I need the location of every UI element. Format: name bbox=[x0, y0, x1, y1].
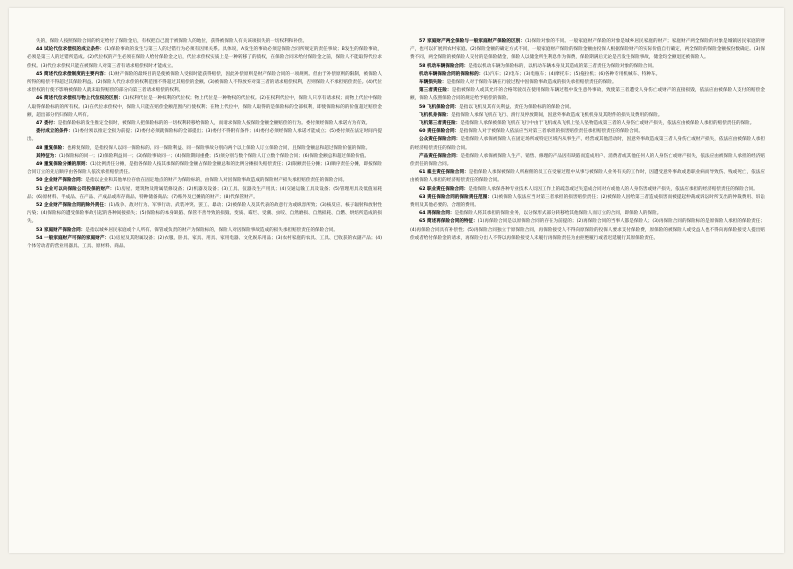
paragraph-text: 是指保险人承保被保险飞机在飞行中由于飞机或从飞机上坠人坠物造成第三者的人身伤亡或财产损失，依法应由被保险人承担的赔偿责任的保险。 bbox=[460, 121, 755, 127]
paragraph-text: 是指保险人承保被保险人生产、销售、修理的产品因有缺陷而造成用户、消费者或其他任何人的人身伤亡或财产损失，依法应由被保险人承担的经济赔偿责任的保险合同。 bbox=[410, 153, 765, 168]
paragraph bbox=[410, 210, 765, 218]
paragraph-text: 失的，保险人按照保险合同的约定给付了保险金后，有权把自己置于被保险人的地位，获得被保险人有关该项损失的一切权利和补偿。 bbox=[36, 39, 308, 44]
paragraph-text: (1)汽车；(2)电车；(3)电瓶车；(4)摩托车；(5)拖拉机；(6)各种专用机械车、特种车。 bbox=[483, 71, 661, 77]
right-column bbox=[410, 38, 765, 518]
paragraph-text: 是指以企业和其他单位存放在固定地点的财产为保险标的，由保险人对因保险事故造成的保险财产损失承担赔偿责任的保险合同。 bbox=[85, 178, 348, 184]
paragraph-heading: 57 家庭财产两全保险与一般家庭财产保险的区别： bbox=[419, 39, 526, 44]
paragraph-text: 是指保险人承保被保险人所雇佣的员工在受雇过程中从事与被保险人业务有关的工作时，因遭受意外事故或患职业病而导致伤、残或死亡，依法应由被保险人承担的经济赔偿责任的保险合同。 bbox=[410, 170, 765, 184]
paragraph-text: 是指保险人承保各种专业技术人员因工作上的疏忽或过失造成合同对方或他人的人身伤害或财产损失，依法应承担的经济赔偿责任的保险合同。 bbox=[468, 186, 758, 192]
paragraph-heading: 63 责任保险合同的保险责任范围： bbox=[419, 194, 493, 200]
paragraph-text: 是指保险人对于保险车辆在行驶过程中因保险事故造成的损失承担赔偿责任的保险。 bbox=[446, 80, 617, 86]
paragraph bbox=[27, 128, 382, 144]
paragraph bbox=[27, 186, 382, 202]
paragraph-text: (1)房屋及其附属设备；(2)衣服、卧具、家具、用具、家用电器、文化娱乐用品；(3)农村家庭的农具、工具、已收获的农副产品；(4)个体劳动者的营业用器具、工具、原材料、商品。 bbox=[27, 235, 382, 250]
paragraph-heading: 第三者责任险： bbox=[419, 88, 452, 94]
paragraph-text: (1)财产保险的最终目的是使被保险人受损时能获得赔偿，因此补偿原则是财产保险合同的一项规则。但由于补偿原则的限制，被保险人所得的赔偿不得超过其保险利益。(2)保险人代位求偿的权利范围不得超过其赔偿的金额。(3)被保险人不得放弃对第三者的请求赔偿权利，否则保险人不承担赔偿责任。(4)代位求偿权的行使不影响被保险人就未取得赔偿的部分向第三者请求赔偿的权利。 bbox=[27, 71, 382, 94]
paragraph-heading: 50 企业财产保险合同： bbox=[36, 178, 86, 184]
left-column bbox=[27, 38, 382, 518]
paragraph-text: (1)保险对象的不同。一般家庭财产保险的对象是城乡居民家庭的财产；家庭财产两全保险的对象是城镇居民家庭的财产，也可以扩展到农村家庭。(2)保险金额的确定方式不同，一般家庭财产保险的保险金额由投保人根据保险财产的实际价值自行确定，两全保险的保险金额按份数确定。(3)保费不同，两全保险的被保险人交付的是保险储金，保险人以储金所生利息作为保费，保险期满后无论是否发生保险事故，储金均全额退还被保险人。 bbox=[410, 39, 765, 61]
paragraph bbox=[27, 46, 382, 71]
paragraph-text: (1)保险标的同一；(2)保险利益同一；(3)保险事故同一；(4)保险期间重叠；(5)须分别与数个保险人订立数个保险合同；(6)保险金额总和超过保险价值。 bbox=[58, 153, 370, 159]
paragraph-text: 是指保险人将其承担的保险业务，以分保形式部分转移给其他保险人而订立的合同，即保险人的保险。 bbox=[454, 211, 662, 217]
paragraph-text: 是指以机动车辆为保险标的，以机动车辆本身及其造成的第三者责任为保险对象的保险合同。 bbox=[468, 63, 657, 69]
paragraph-heading: 64 再保险合同： bbox=[419, 211, 455, 217]
paragraph bbox=[27, 71, 382, 96]
paragraph-heading: 51 企业可以向保险公司投保的财产： bbox=[36, 186, 115, 192]
paragraph-heading: 60 责任保险合同： bbox=[419, 129, 460, 135]
paragraph-heading: 其特征为： bbox=[36, 153, 59, 159]
paragraph bbox=[410, 218, 765, 243]
paragraph-heading: 45 简述代位求偿制度的主要内容： bbox=[36, 71, 109, 77]
paragraph bbox=[410, 79, 765, 87]
paragraph-heading: 飞机机身保险： bbox=[419, 112, 452, 118]
paragraph-heading: 产品责任保险合同： bbox=[419, 153, 461, 159]
paragraph bbox=[410, 194, 765, 210]
paragraph-text: 也称复保险，是指投保人以同一保险标的、同一保险利益、同一保险事故分别向两个以上保险人订立保险合同，且保险金额总和超过保险价值的保险。 bbox=[66, 145, 371, 151]
paragraph-heading: 委付成立的条件： bbox=[36, 129, 73, 135]
paragraph-text: (1)战争、敌对行为、军事行动、武装冲突、罢工、暴动；(2)被保险人及其代表的故意行为或纵容所致；(3)核反应、核子辐射和放射性污染；(4)保险标的遭受保险事故引起的各种间接损失；(5)保险标的本身缺陷、保管不善导致的损毁、变质、霉烂、受潮、虫咬、自然磨损、自然损耗、自燃、烘焙所造成的损失。 bbox=[27, 203, 382, 225]
paragraph bbox=[27, 227, 382, 235]
paragraph bbox=[410, 112, 765, 120]
paragraph-heading: 公众责任保险合同： bbox=[419, 137, 461, 143]
paragraph-heading: 48 重复保险： bbox=[36, 145, 67, 151]
paragraph-heading: 65 简述再保险合同的特征： bbox=[419, 219, 478, 225]
paragraph-text: (1)再保险合同是以原保险合同的存在为前提的；(2)再保险合同的当事人都是保险人；(3)再保险合同的保险标的是原保险人承担的保险责任；(4)再保险合同具有补偿性；(5)再保险合同独立于原保险合同，再保险接受人不得向原保险的投保人要求支付保险费，原保险的被保险人或受益人也不得向再保险接受人提出赔偿或者给付保险金的请求，再保险分出人不得以再保险接受人未履行再保险责任为由拒绝履行或者迟延履行其原保险责任。 bbox=[410, 219, 765, 241]
paragraph bbox=[410, 104, 765, 112]
paragraph-heading: 47 委付： bbox=[36, 121, 58, 127]
paragraph-heading: 58 机动车辆保险合同： bbox=[419, 63, 469, 69]
paragraph-text: (1)委付须以推定全损为前提；(2)委付必须就保险标的全部提出；(3)委付不得附有条件；(4)委付必须经保险人承诺才能成立；(5)委付须在法定时间内提出。 bbox=[27, 129, 382, 143]
paragraph-heading: 机动车辆保险合同的保险标的： bbox=[419, 71, 484, 77]
paragraph bbox=[410, 63, 765, 71]
paragraph-text: (1)房屋、建筑物及附属装修设备；(2)机器及设备；(3)工具、仪器及生产用具；(4)交通运输工具及设备；(5)管理用具及低值易耗品；(6)原材料、半成品、在产品、产成品或库存商品、特种储备商品；(7)账外及已摊销的财产；(8)代保管财产。 bbox=[27, 186, 382, 200]
paragraph bbox=[27, 161, 382, 177]
paragraph-heading: 46 简述代位求偿权与物上代位权的区别： bbox=[36, 96, 123, 102]
paragraph-heading: 61 雇主责任保险合同： bbox=[419, 170, 469, 176]
paragraph-text: 是指被保险人或其允许的合格驾驶员在使用保险车辆过程中发生意外事故，致使第三者遭受人身伤亡或财产的直接损毁，依法应由被保险人支付的赔偿金额，保险人依照保险合同的规定给予赔偿的保险。 bbox=[410, 88, 765, 102]
paragraph-heading: 车辆损失险： bbox=[419, 80, 447, 86]
paragraph bbox=[27, 145, 382, 153]
paragraph-heading: 52 企业财产保险合同的除外责任： bbox=[36, 203, 109, 209]
paragraph bbox=[410, 136, 765, 152]
paragraph bbox=[410, 87, 765, 103]
paragraph bbox=[27, 177, 382, 185]
paragraph-text: (1)保险事故的发生与第三人的过错行为必须有因果关系。具体说，A发生的事故必须是保险合同所规定的责任事故；B发生的保险事故，必须是第三人的过错所造成。(2)代位权的产生必须在保险人给付保险金之后，代位求偿权实质上是一种转移了的债权，在保险合同未给付保险金之前，保险人不能取得代位求偿权。(3)代位求偿权只能在被保险人对第三者有请求赔偿权时才能成立。 bbox=[27, 47, 382, 69]
paragraph bbox=[410, 71, 765, 79]
paragraph-heading: 53 家庭财产保险合同： bbox=[36, 227, 86, 233]
paragraph bbox=[27, 120, 382, 128]
paragraph bbox=[410, 169, 765, 185]
paragraph bbox=[27, 202, 382, 227]
paragraph-text: 是指保险标的发生推定全损时，被保险人把保险标的的一切权利转移给保险人，而请求保险人按保险金额全额赔偿的行为。委付须经保险人承诺方为有效。 bbox=[57, 121, 371, 127]
paragraph bbox=[410, 38, 765, 63]
paragraph-text: (1)被保险人依法应当对第三者承担的损害赔偿责任；(2)被保险人因给第三者造成损害而被提起仲裁或诉讼时所支出的仲裁费用、诉讼费用及其他必要的、合理的费用。 bbox=[410, 194, 765, 209]
paragraph-text: (1)比例责任分摊，是指各保险人按其承保的保险金额占保险金额总和的比例分摊损失赔偿责任；(2)限额责任分摊；(3)顺序责任分摊，即按保险合同订立的先后顺序由各保险人依次承担赔偿责任。 bbox=[27, 162, 382, 176]
paragraph-text: 是指保险人承保飞机在飞行、滑行及停放期间，因意外事故造成飞机机身及其附件的损失及费用的保险。 bbox=[451, 112, 663, 118]
paragraph bbox=[27, 235, 382, 251]
paragraph bbox=[410, 128, 765, 136]
paragraph-text: 是指保险人承保被保险人在固定场所或特定区域内从事生产、经营或其他活动时，因意外事故造成第三者人身伤亡或财产损失，依法应由被保险人承担的经济赔偿责任的保险合同。 bbox=[410, 137, 765, 151]
paragraph-text: 是指保险人对于被保险人依法应当对第三者承担的损害赔偿责任承担赔偿责任的保险合同。 bbox=[459, 129, 643, 135]
paragraph-text: 是指以城乡居民家庭或个人所有、保管或负责的财产为保险标的，保险人对因保险事故造成的损失承担赔偿责任的保险合同。 bbox=[85, 227, 339, 233]
paragraph-text: 是指以飞机及其有关利益、责任为保险标的的保险合同。 bbox=[459, 104, 575, 110]
paragraph-heading: 49 重复保险分摊的原则： bbox=[36, 162, 91, 168]
paragraph-heading: 59 飞机保险合同： bbox=[419, 104, 460, 110]
paragraph-heading: 飞机第三者责任险： bbox=[419, 121, 461, 127]
paragraph-text: (1)权利代位是一种权利的代位权；物上代位是一种物权的代位权。(2)在权利代位中，保险人只享有请求权；而物上代位中保险人取得保险标的的所有权。(3)在代位求偿权中，保险人只能在赔偿金额范围内行使权利；在物上代位中，保险人取得的是保险标的全部权利，即使保险标的的价值超过赔偿金额，超出部分仍归保险人所有。 bbox=[27, 96, 382, 118]
paragraph-heading: 62 职业责任保险合同： bbox=[419, 186, 469, 192]
paragraph bbox=[27, 38, 382, 46]
document-page bbox=[9, 8, 784, 553]
paragraph bbox=[27, 95, 382, 120]
paragraph bbox=[27, 153, 382, 161]
paragraph bbox=[410, 153, 765, 169]
paragraph bbox=[410, 120, 765, 128]
paragraph-heading: 54 一般家庭财产可保的家庭财产： bbox=[36, 235, 110, 241]
paragraph bbox=[410, 186, 765, 194]
paragraph-heading: 44 试论代位求偿权的成立条件： bbox=[36, 47, 105, 53]
